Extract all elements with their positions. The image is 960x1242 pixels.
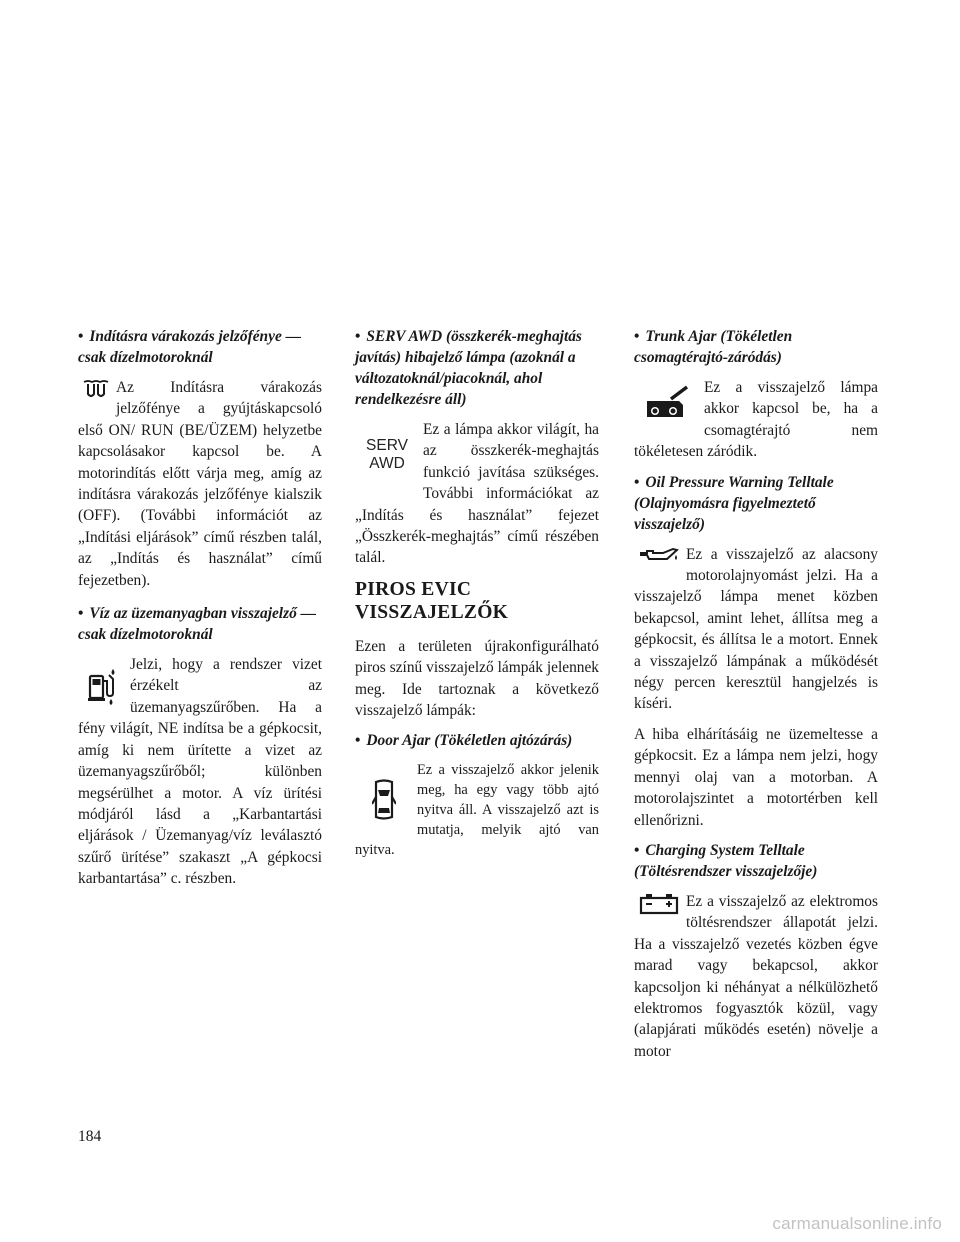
column-3 xyxy=(634,326,878,1071)
heading-trunk-ajar: • Trunk Ajar (Tökéletlen csomagtérajtó-záródás) xyxy=(634,328,793,366)
paragraph-door-ajar: Ez a visszajelző akkor jelenik meg, ha egy vagy több ajtó nyitva áll. A visszajelző azt is mutatja, melyik ajtó van nyitva. xyxy=(355,762,599,859)
heading-door-ajar: • Door Ajar (Tökéletlen ajtózárás) xyxy=(355,732,573,750)
glow-plug-icon xyxy=(76,377,116,401)
page-number: 184 xyxy=(78,1128,102,1145)
paragraph-evic-intro: Ezen a területen újrakonfigurálható piros színű visszajelző lámpák jelennek meg. Ide tartoznak a következő visszajelző lámpák: xyxy=(355,637,599,720)
paragraph-trunk-ajar: Ez a visszajelző lámpa akkor kapcsol be, ha a csomagtérajtó nem tökéletesen záródik. xyxy=(634,379,878,461)
paragraph-serv-awd: Ez a lámpa akkor világít, ha az összkerék-meghajtás funkció javítása szükséges. További információkat az „Indítás és használat” fejezet „Összkerék-meghajtás” című részében talál. xyxy=(355,421,599,567)
trunk-ajar-icon xyxy=(634,377,700,433)
heading-serv-awd: • SERV AWD (összkerék-meghajtás javítás) hibajelző lámpa (azoknál a változatoknál/piacoknál, ahol rendelkezésre áll) xyxy=(355,328,582,408)
serv-awd-icon: SERV AWD xyxy=(366,437,408,472)
column-1 xyxy=(78,326,322,899)
battery-icon xyxy=(634,891,684,917)
oil-pressure-icon xyxy=(634,544,684,568)
paragraph-water-in-fuel: Jelzi, hogy a rendszer vizet érzékelt az üzemanyagszűrőben. Ha a fény világít, NE indítsa be a gépkocsit, amíg ki nem ürítette a vizet az üzemanyagszűrőből; különben megsérülhet a motor. A víz ürítési módjáról lásd a „Karbantartási eljárások / Üzemanyag/víz leválasztó szűrő ürítése” szakaszt „A gépkocsi karbantartása” c. részben. xyxy=(78,656,322,888)
paragraph-charging-system: Ez a visszajelző az elektromos töltésrendszer állapotát jelzi. Ha a visszajelző vezetés közben égve marad vagy bekapcsol, akkor kapcsoljon ki néhányat a nélkülözhető elektromos fogyasztók közül, vagy (alapjárati működés esetén) növelje a motor xyxy=(634,892,878,1060)
heading-water-in-fuel: • Víz az üzemanyagban visszajelző — csak dízelmotoroknál xyxy=(78,605,317,644)
heading-glow-plug: • Indításra várakozás jelzőfénye — csak dízelmotoroknál xyxy=(78,328,302,366)
watermark: carmanualsonline.info xyxy=(772,1214,942,1233)
section-title: PIROS EVIC VISSZAJELZŐK xyxy=(355,578,509,623)
paragraph-oil-level: A hiba elhárításáig ne üzemeltesse a gépkocsit. Ez a lámpa nem jelzi, hogy mennyi olaj van a motorban. A motorolajszintet a motortérben kell ellenőrizni. xyxy=(634,725,878,829)
door-ajar-icon xyxy=(355,762,413,838)
paragraph-oil-pressure: Ez a visszajelző az alacsony motorolajnyomást jelzi. Ha a visszajelző lámpa menet közben bekapcsol, amint lehet, állítsa meg a gépkocsit, és állítsa le a motort. Ennek a visszajelző lámpának a működését négy percen keresztül hangjelzés is kíséri. xyxy=(634,545,878,713)
water-in-fuel-icon xyxy=(78,654,128,718)
heading-charging-system: • Charging System Telltale (Töltésrendszer visszajelzője) xyxy=(634,841,818,880)
heading-oil-pressure: • Oil Pressure Warning Telltale (Olajnyomásra figyelmeztető visszajelző) xyxy=(634,473,834,533)
column-2 xyxy=(355,326,599,869)
paragraph-glow-plug: Az Indításra várakozás jelzőfénye a gyújtáskapcsoló első ON/ RUN (BE/ÜZEM) helyzetbe kapcsolásakor kapcsol be. A motorindítás előtt várja meg, amíg az indításra várakozás jelzőfénye kialszik (OFF). (További információt az „Indítási eljárások” című részben talál, az „Indítás és használat” című fejezetben). xyxy=(78,379,322,589)
